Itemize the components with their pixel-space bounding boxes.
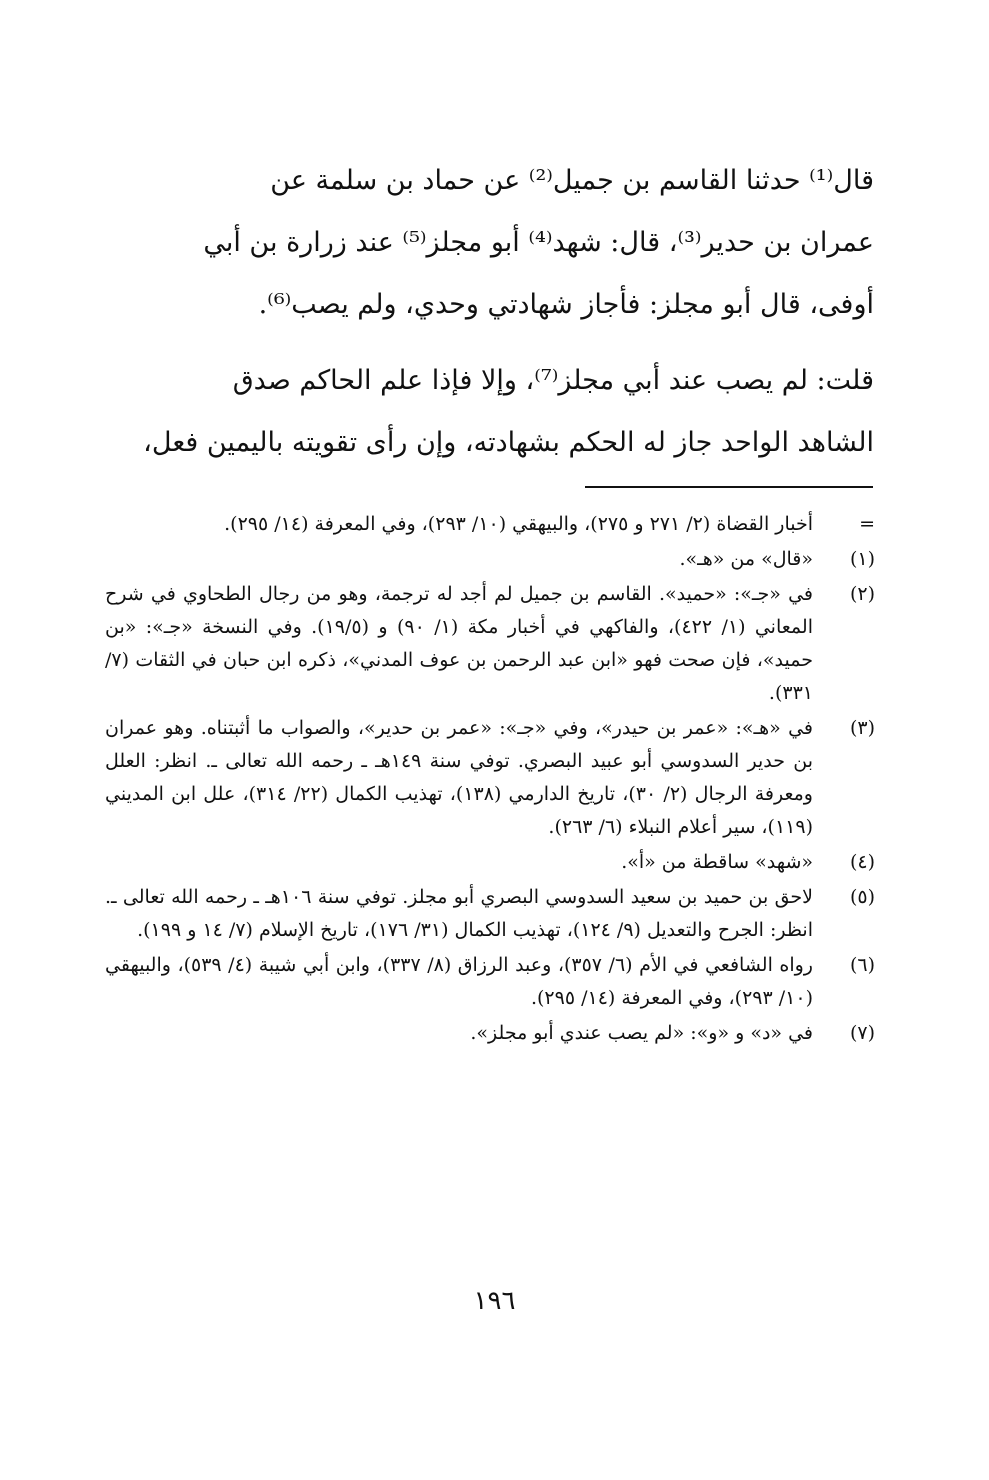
footnote (105, 1017, 875, 1050)
footnote (105, 543, 875, 576)
footnote-text: لاحق بن حميد بن سعيد السدوسي البصري أبو مجلز. توفي سنة ١٠٦هـ ـ رحمه الله تعالى ـ. انظر: الجرح والتعديل (٩/ ١٢٤)، تهذيب الكمال (٣١/ ١٧٦)، تاريخ الإسلام (٧/ ١٤ و ١٩٩). (105, 886, 813, 941)
footnote-text: أخبار القضاة (٢/ ٢٧١ و ٢٧٥)، والبيهقي (١٠/ ٢٩٣)، وفي المعرفة (١٤/ ٢٩٥). (224, 513, 813, 535)
text-line: قال⁽¹⁾ حدثنا القاسم بن جميل⁽²⁾ عن حماد بن سلمة عن (270, 165, 874, 196)
footnote-number: (٣) (849, 717, 875, 739)
footnote-number: (٢) (849, 583, 875, 605)
text-line: قلت: لم يصب عند أبي مجلز⁽⁷⁾، وإلا فإذا علم الحاكم صدق (232, 365, 874, 396)
footnotes (105, 508, 875, 1052)
footnote (105, 846, 875, 879)
footnote-text: رواه الشافعي في الأم (٦/ ٣٥٧)، وعبد الرزاق (٨/ ٣٣٧)، وابن أبي شيبة (٤/ ٥٣٩)، والبيهقي (١٠/ ٢٩٣)، وفي المعرفة (١٤/ ٢٩٥). (105, 954, 813, 1009)
text-line: أوفى، قال أبو مجلز: فأجاز شهادتي وحدي، ولم يصب⁽⁶⁾. (258, 289, 874, 320)
footnote (105, 508, 875, 541)
footnote-number: (١) (849, 548, 875, 570)
footnote-number: (٦) (849, 954, 875, 976)
footnote-text: «شهد» ساقطة من «أ». (621, 851, 813, 873)
footnote-text: «قال» من «هـ». (679, 548, 813, 570)
main-paragraph-1 (108, 150, 874, 336)
footnote-number: = (859, 513, 875, 535)
footnote (105, 578, 875, 710)
text-line: الشاهد الواحد جاز له الحكم بشهادته، وإن رأى تقويته باليمين فعل، (143, 427, 874, 458)
footnote (105, 949, 875, 1015)
footnote-text: في «جـ»: «حميد». القاسم بن جميل لم أجد له ترجمة، وهو من رجال الطحاوي في شرح المعاني (١/ ٤٢٢)، والفاكهي في أخبار مكة (١/ ٩٠) و (١٩/٥). وفي النسخة «جـ»: «بن حميد»، فإن صحت فهو «ابن عبد الرحمن بن عوف المدني»، ذكره ابن حبان في الثقات (٧/ ٣٣١). (105, 583, 813, 704)
main-paragraph-2 (108, 350, 874, 474)
footnote-number: (٧) (849, 1022, 875, 1044)
page-number: ١٩٦ (473, 1286, 516, 1316)
footnote-text: في «د» و «و»: «لم يصب عندي أبو مجلز». (470, 1022, 813, 1044)
footnote-text: في «هـ»: «عمر بن حيدر»، وفي «جـ»: «عمر بن حدير»، والصواب ما أثبتناه. وهو عمران بن حدير السدوسي أبو عبيد البصري. توفي سنة ١٤٩هـ ـ رحمه الله تعالى ـ. انظر: العلل ومعرفة الرجال (٢/ ٣٠)، تاريخ الدارمي (١٣٨)، تهذيب الكمال (٢٢/ ٣١٤)، علل ابن المديني (١١٩)، سير أعلام النبلاء (٦/ ٢٦٣). (105, 717, 813, 838)
footnote-number: (٥) (849, 886, 875, 908)
footnote-separator (585, 486, 873, 488)
footnote (105, 712, 875, 844)
footnote (105, 881, 875, 947)
footnote-number: (٤) (849, 851, 875, 873)
text-line: عمران بن حدير⁽³⁾، قال: شهد⁽⁴⁾ أبو مجلز⁽⁵⁾ عند زرارة بن أبي (203, 227, 874, 258)
